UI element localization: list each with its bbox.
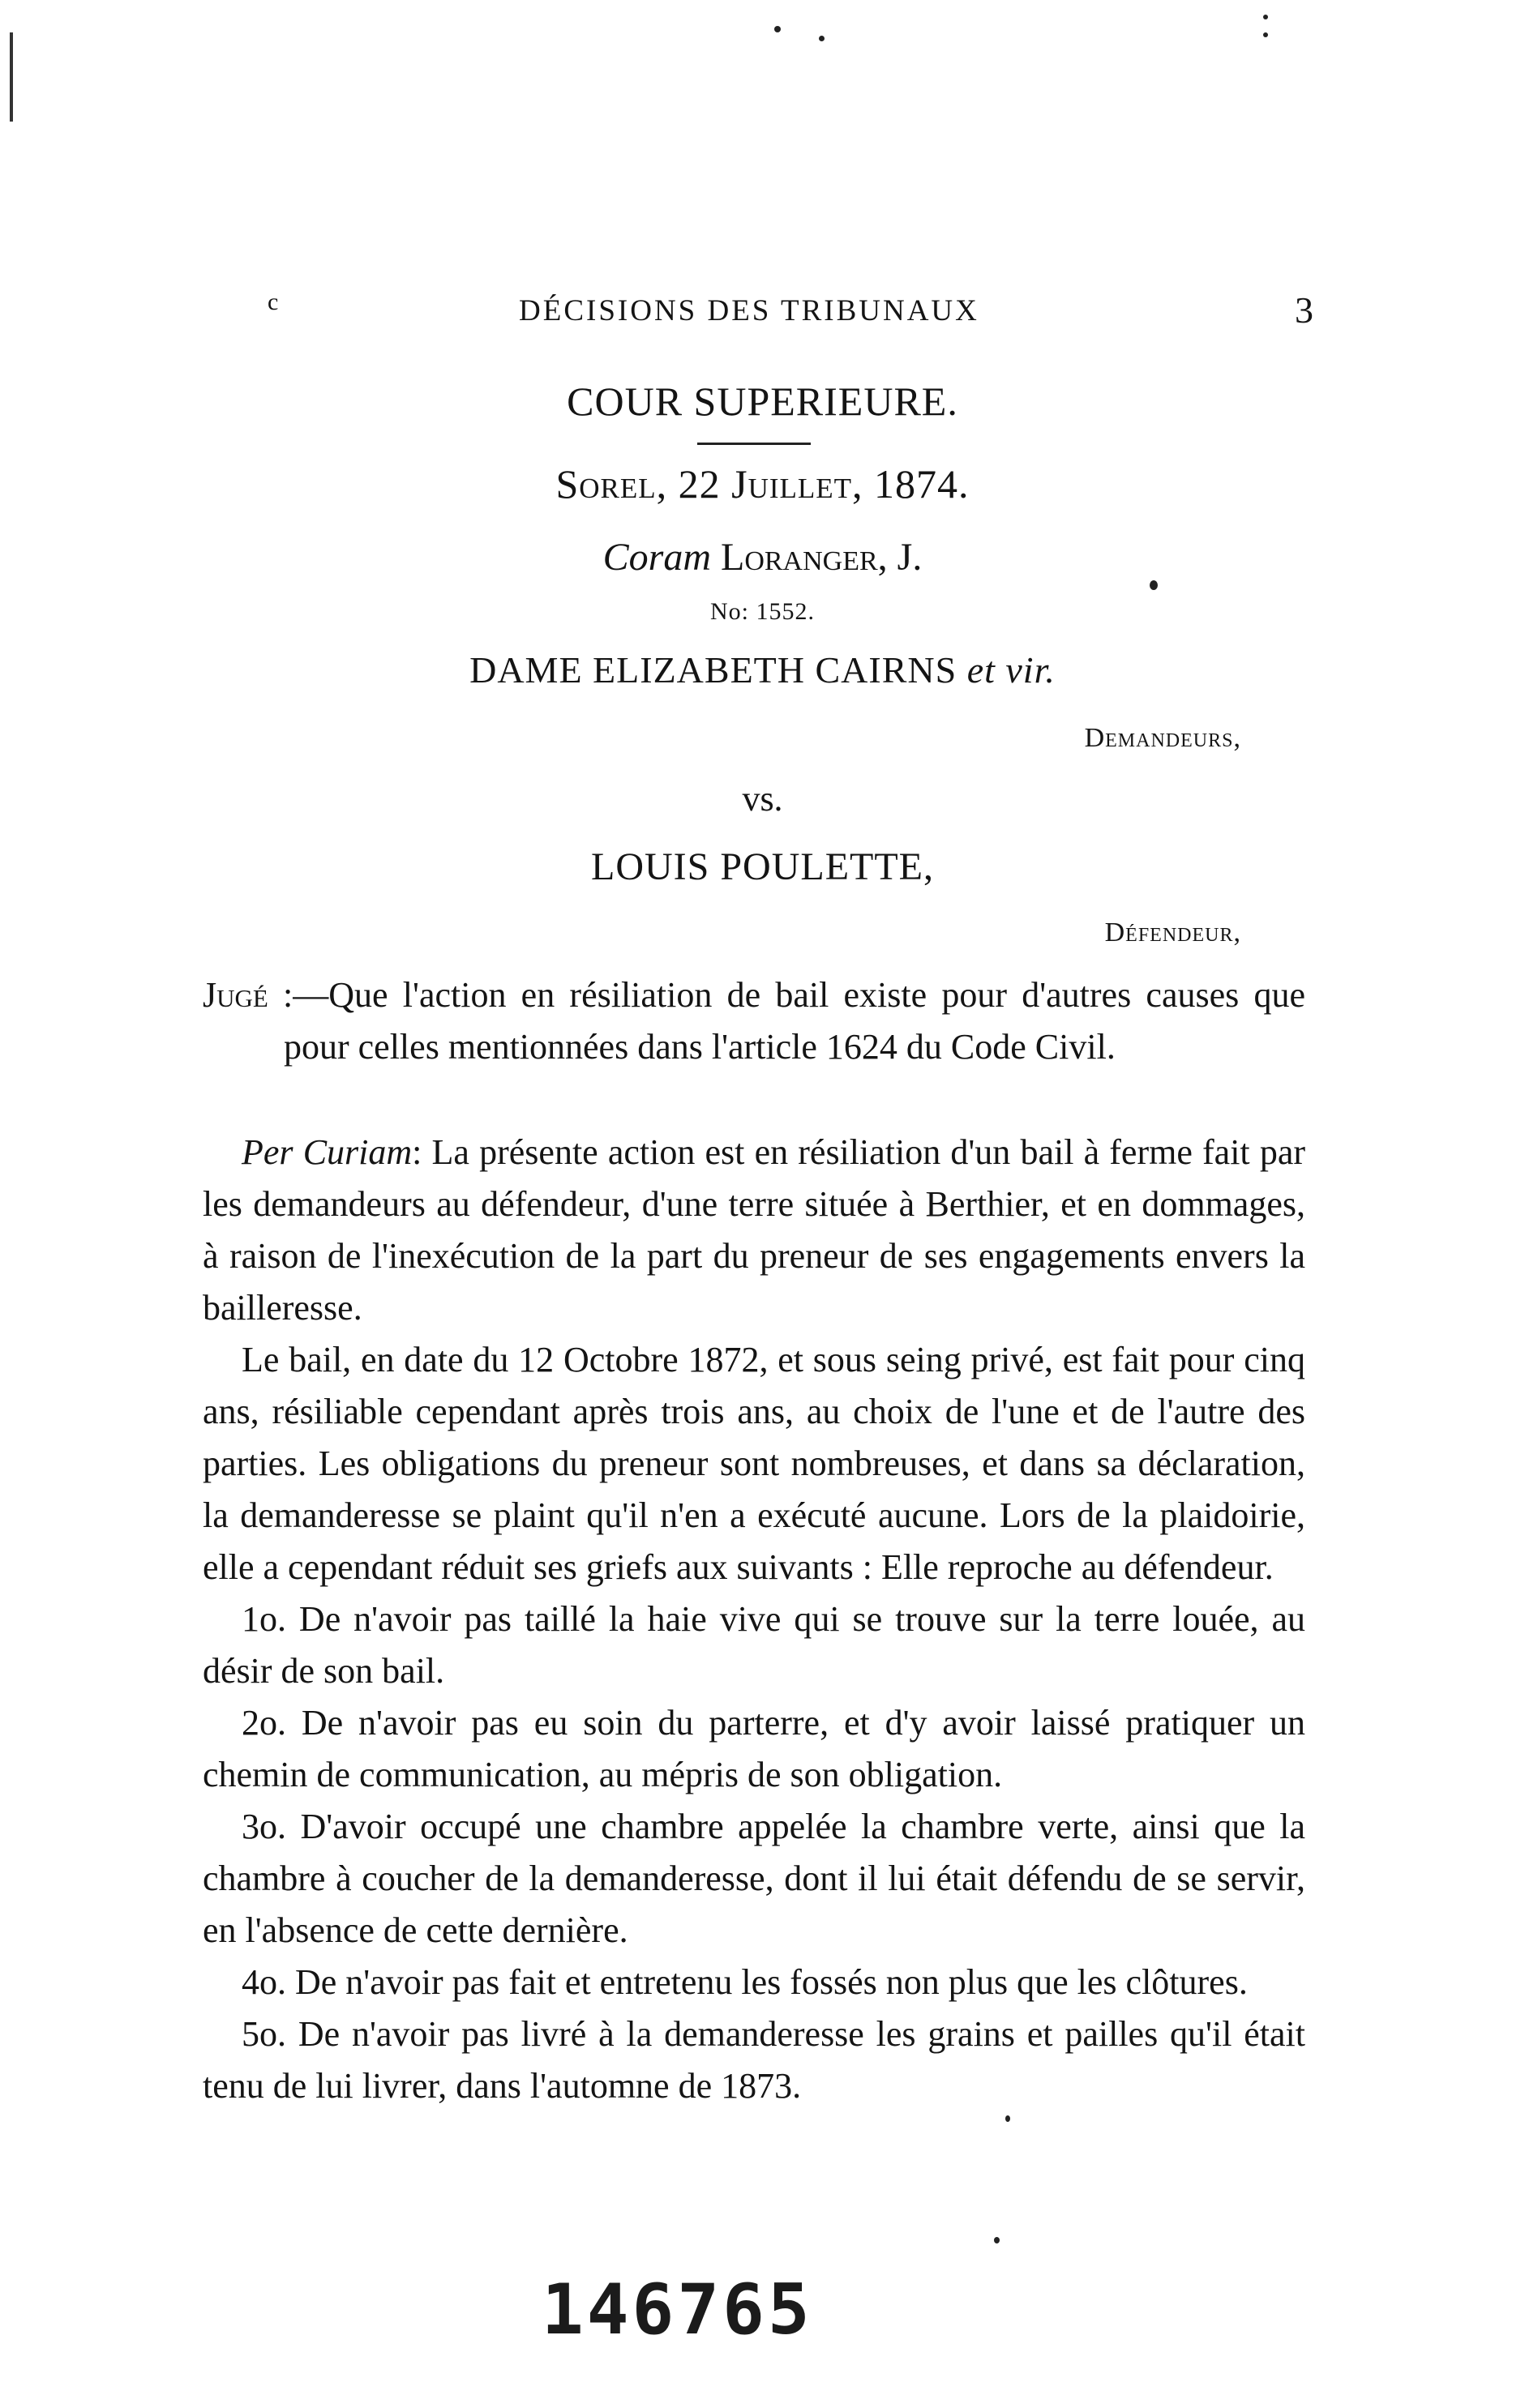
plaintiff-suffix: et vir. bbox=[966, 649, 1056, 691]
speck bbox=[994, 2237, 1000, 2243]
headnote bbox=[203, 969, 1305, 1073]
paragraph: 5o. De n'avoir pas livré à la demanderesse les grains et pailles qu'il était tenu de lui livrer, dans l'automne de 1873. bbox=[203, 2014, 1305, 2106]
headnote-text: —Que l'action en résiliation de bail existe pour d'autres causes que pour celles mentionnées dans l'article 1624 du Code Civil. bbox=[284, 975, 1306, 1067]
accession-stamp: 146765 bbox=[542, 2269, 813, 2350]
coram-judge: Loranger, J. bbox=[721, 536, 923, 579]
case-number: No: 1552. bbox=[710, 598, 815, 625]
coram-line bbox=[0, 535, 1525, 580]
headnote-paragraph bbox=[203, 969, 1305, 1073]
opinion-body bbox=[203, 1127, 1305, 2112]
paragraph: 2o. De n'avoir pas eu soin du parterre, et d'y avoir laissé pratiquer un chemin de communication, au mépris de son obligation. bbox=[203, 1703, 1305, 1794]
speck bbox=[1005, 2115, 1010, 2122]
edge-mark bbox=[10, 32, 13, 122]
plaintiff-role: Demandeurs, bbox=[1084, 723, 1241, 753]
coram-prefix: Coram bbox=[602, 536, 711, 579]
plaintiff-line bbox=[0, 648, 1525, 691]
running-title: DÉCISIONS DES TRIBUNAUX bbox=[519, 294, 979, 327]
paragraph-text: : La présente action est en résiliation d'un bail à ferme fait par les demandeurs au défendeur, d'une terre située à Berthier, et en dommages, à raison de l'inexécution de la part du preneur de ses engagements envers la bailleresse. bbox=[203, 1132, 1306, 1328]
paragraph: 4o. De n'avoir pas fait et entretenu les fossés non plus que les clôtures. bbox=[242, 1962, 1248, 2002]
defendant-name: LOUIS POULETTE, bbox=[591, 845, 934, 888]
plaintiff-name: DAME ELIZABETH CAIRNS bbox=[469, 649, 957, 691]
headnote-label: Jugé : bbox=[203, 975, 293, 1015]
speck bbox=[819, 36, 825, 41]
speck bbox=[1150, 580, 1158, 590]
speck bbox=[774, 26, 781, 32]
speck bbox=[1263, 15, 1268, 19]
speck bbox=[1263, 32, 1268, 37]
paragraph: Le bail, en date du 12 Octobre 1872, et sous seing privé, est fait pour cinq ans, résiliable cependant après trois ans, au choix de l'une et de l'autre des parties. Les obligations du preneur sont nombreuses, et dans sa déclaration, la demanderesse se plaint qu'il n'en a exécuté aucune. Lors de la plaidoirie, elle a cependant réduit ses griefs aux suivants : Elle reproche au défendeur. bbox=[203, 1340, 1305, 1587]
title-rule bbox=[697, 443, 811, 445]
per-curiam: Per Curiam bbox=[242, 1132, 413, 1172]
paragraph: 3o. D'avoir occupé une chambre appelée la chambre verte, ainsi que la chambre à coucher de la demanderesse, dont il lui était défendu de se servir, en l'absence de cette dernière. bbox=[203, 1807, 1305, 1950]
court-title: COUR SUPERIEURE. bbox=[567, 379, 958, 424]
versus: vs. bbox=[742, 779, 783, 819]
running-head bbox=[268, 289, 1313, 342]
page-number: 3 bbox=[1295, 289, 1313, 331]
place-date: Sorel, 22 Juillet, 1874. bbox=[555, 461, 970, 507]
defendant-role: Défendeur, bbox=[1104, 917, 1241, 947]
margin-mark: c bbox=[268, 289, 279, 315]
paragraph: 1o. De n'avoir pas taillé la haie vive qui se trouve sur la terre louée, au désir de son bail. bbox=[203, 1599, 1305, 1691]
paragraph bbox=[203, 1127, 1305, 1334]
